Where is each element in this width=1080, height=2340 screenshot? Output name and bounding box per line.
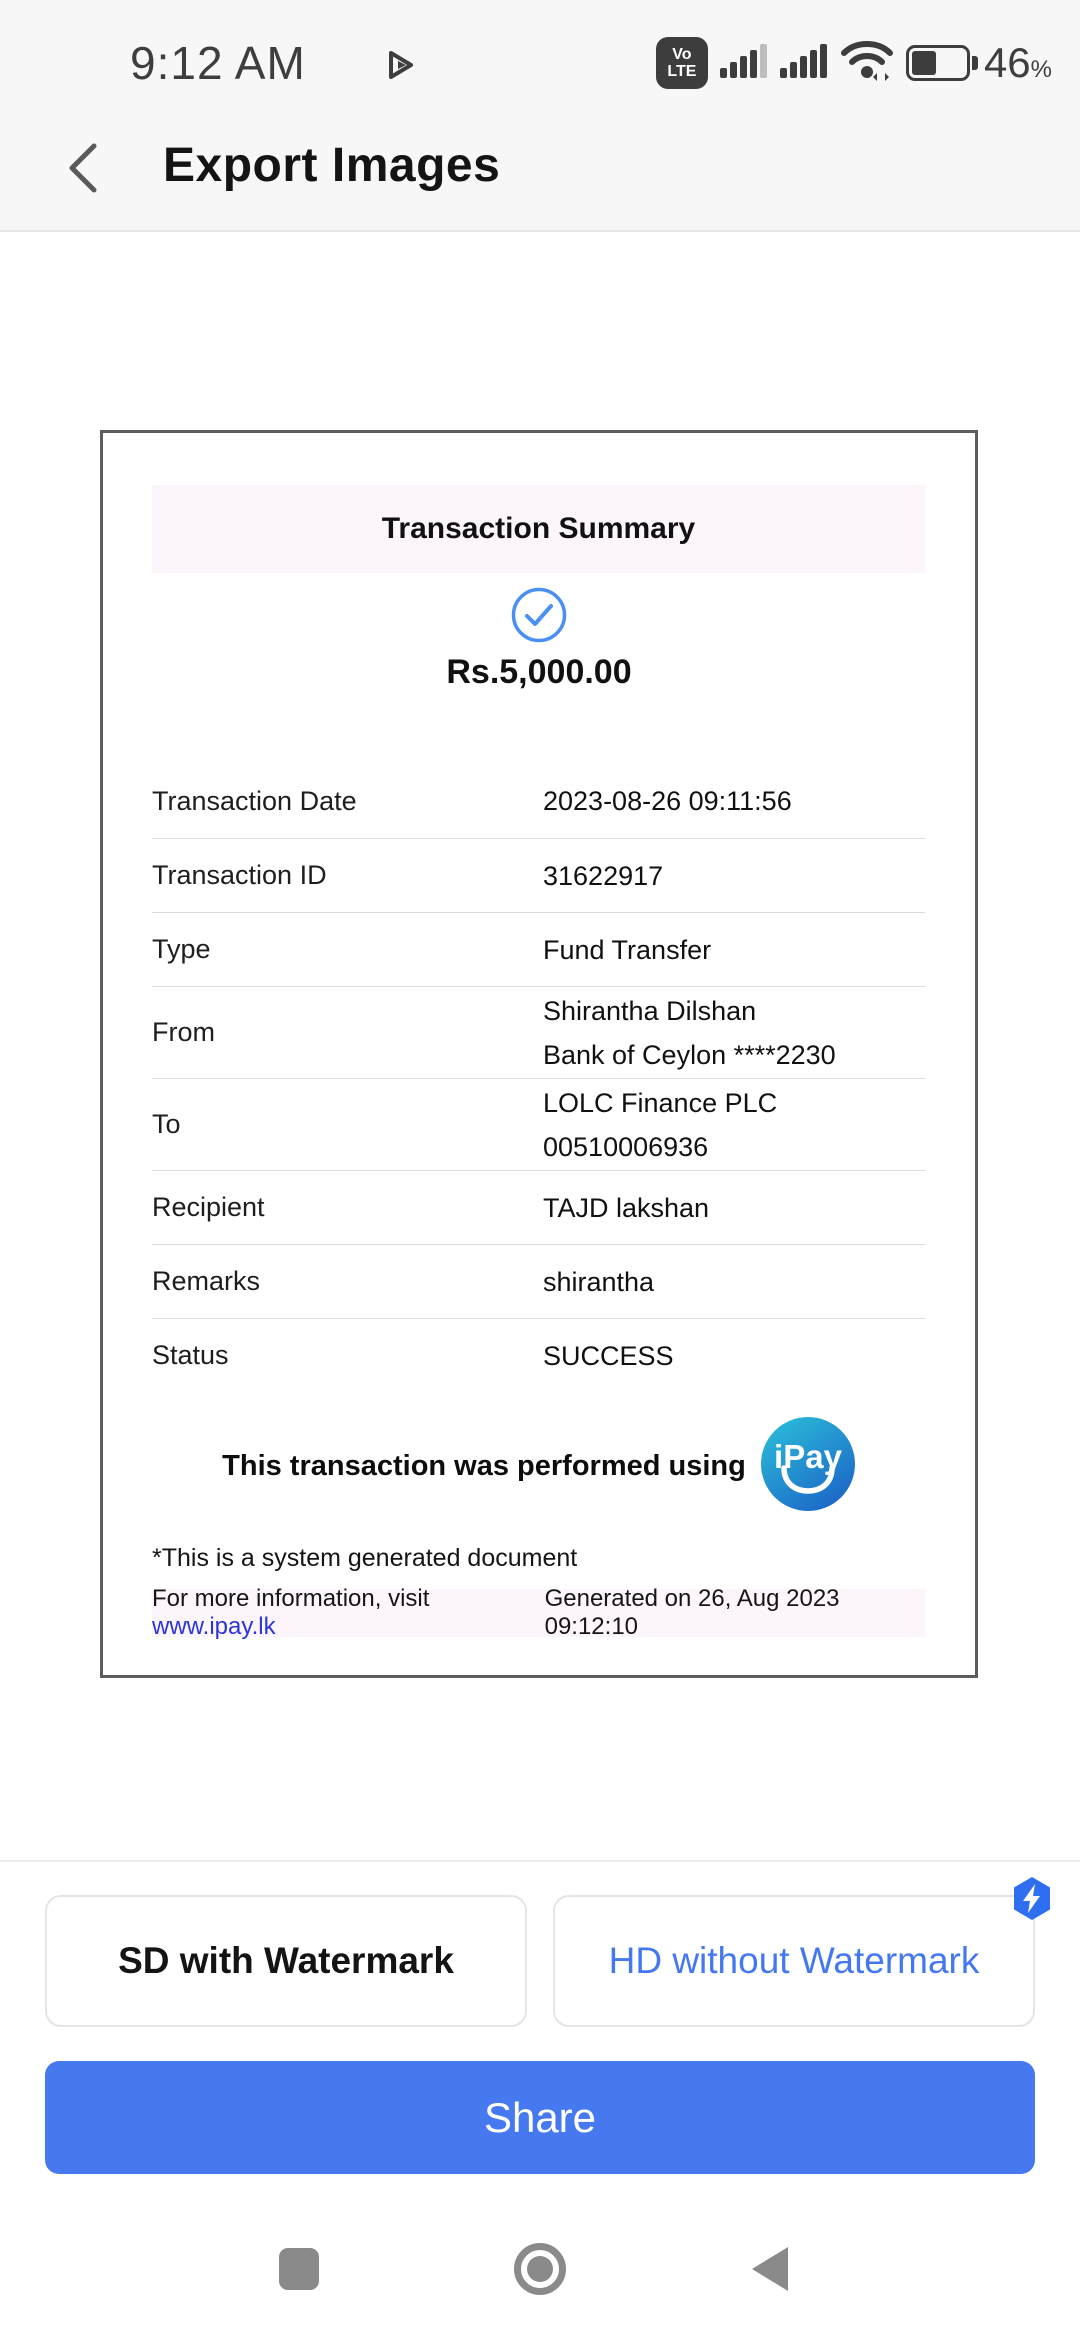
receipt-row (152, 1244, 925, 1318)
receipt-row (152, 1078, 925, 1170)
status-bar-and-header (0, 0, 1080, 232)
clock: 9:12 AM (130, 37, 306, 89)
status-bar (0, 28, 1080, 98)
volte-icon (656, 37, 708, 89)
signal-sim2-icon (780, 42, 828, 85)
row-label: Remarks (152, 1266, 261, 1296)
row-value: Shirantha Dilshan Bank of Ceylon ****2230 (543, 995, 836, 1070)
row-value: 2023-08-26 09:11:56 (543, 786, 792, 816)
row-label: From (152, 1017, 215, 1047)
sd-with-watermark-button[interactable] (45, 1895, 527, 2027)
receipt-table (152, 764, 925, 1392)
performed-using-text: This transaction was performed using (222, 1449, 746, 1482)
row-value: TAJD lakshan (543, 1192, 710, 1223)
signal-sim1-icon (720, 42, 768, 85)
nav-recents-icon[interactable] (279, 2248, 319, 2290)
row-value: Fund Transfer (543, 934, 712, 965)
ipay-logo (760, 1416, 856, 1517)
panel-divider (0, 1860, 1080, 1862)
android-nav-bar (0, 2230, 1080, 2340)
share-label: Share (483, 2093, 597, 2141)
back-button[interactable] (54, 140, 110, 196)
screen-record-indicator-icon (388, 50, 414, 85)
receipt-row (152, 1318, 925, 1392)
receipt-row (152, 912, 925, 986)
wifi-icon (840, 39, 894, 88)
receipt-row (152, 986, 925, 1078)
hd-label: HD without Watermark (608, 1940, 980, 1981)
generated-timestamp: Generated on 26, Aug 2023 09:12:10 (544, 1585, 840, 1640)
receipt-row (152, 838, 925, 912)
nav-back-icon[interactable] (752, 2247, 788, 2291)
volte-text-bottom: LTE (667, 63, 697, 80)
row-label: Transaction ID (152, 860, 327, 890)
row-label: Type (152, 934, 211, 964)
footer-info (152, 1585, 545, 1641)
share-button[interactable] (45, 2061, 1035, 2174)
page-title: Export Images (163, 139, 501, 192)
performed-using-row (103, 1416, 975, 1516)
receipt-footer (152, 1585, 925, 1640)
app-header (0, 118, 1080, 218)
row-label: Transaction Date (152, 785, 357, 816)
row-label: To (152, 1109, 181, 1139)
success-check-icon (103, 586, 975, 644)
sd-label: SD with Watermark (118, 1940, 454, 1981)
receipt-title: Transaction Summary (381, 512, 696, 545)
row-value: shirantha (543, 1266, 655, 1297)
row-value: LOLC Finance PLC 00510006936 (543, 1087, 778, 1162)
transaction-amount: Rs.5,000.00 (446, 653, 632, 691)
battery-icon (906, 39, 1052, 87)
transaction-receipt-card (100, 430, 978, 1678)
row-value: 31622917 (543, 860, 664, 891)
receipt-row (152, 764, 925, 838)
receipt-row (152, 1170, 925, 1244)
footer-info-text: For more information, visit (152, 1585, 430, 1612)
nav-home-icon[interactable] (514, 2243, 566, 2295)
premium-lightning-icon (1010, 1876, 1054, 1922)
volte-text-top: Vo (672, 46, 692, 63)
system-generated-note: *This is a system generated document (152, 1544, 578, 1572)
status-icons (656, 28, 1052, 98)
svg-text:iPay: iPay (773, 1437, 842, 1475)
hd-without-watermark-button[interactable] (553, 1895, 1035, 2027)
battery-percent: 46% (983, 39, 1052, 86)
receipt-title-banner (152, 485, 925, 573)
row-label: Recipient (152, 1192, 265, 1222)
row-label: Status (152, 1340, 229, 1370)
row-value: SUCCESS (543, 1340, 674, 1371)
ipay-link[interactable]: www.ipay.lk (152, 1613, 276, 1640)
